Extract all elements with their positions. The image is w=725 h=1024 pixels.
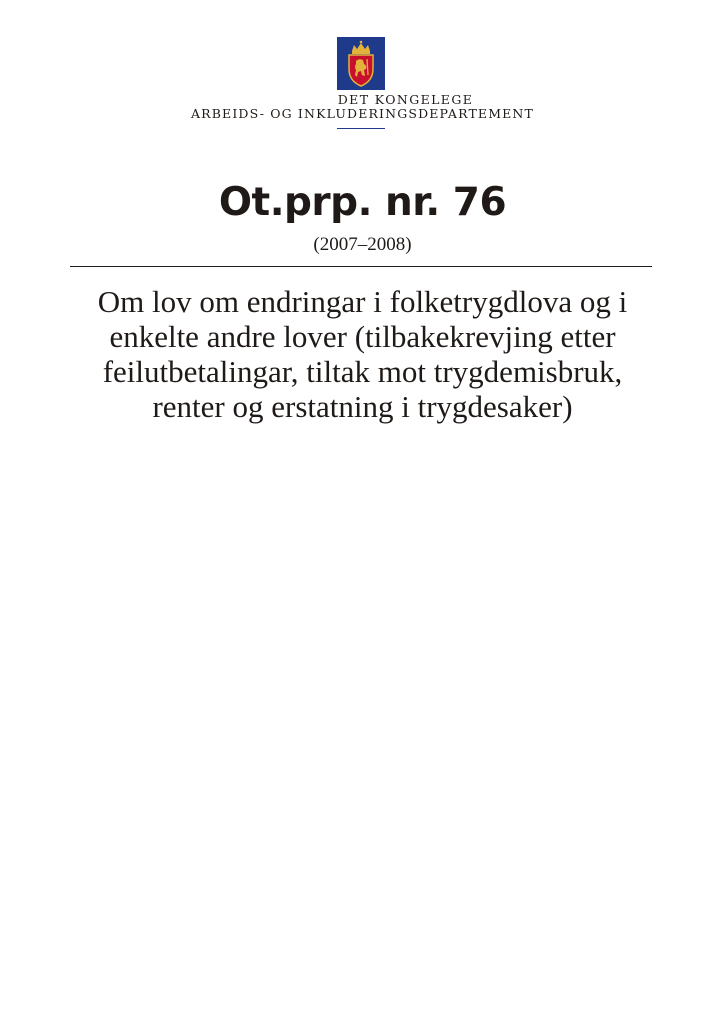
emblem-rule xyxy=(337,89,385,90)
session-years: (2007–2008) xyxy=(313,234,412,255)
title-line: renter og erstatning i trygdesaker) xyxy=(152,389,573,424)
document-number: Ot.prp. nr. 76 xyxy=(218,180,507,225)
title-line: feilutbetalingar, tiltak mot trygdemisbruk, xyxy=(102,354,623,389)
department-rule xyxy=(337,128,385,129)
department-name-line1: DET KONGELEGE xyxy=(337,92,474,107)
norwegian-coat-of-arms-icon xyxy=(337,37,385,89)
title-line: enkelte andre lover (tilbakekrevjing etter xyxy=(109,319,616,354)
title-line: Om lov om endringar i folketrygdlova og i xyxy=(97,284,628,319)
title-divider xyxy=(70,266,652,267)
document-title xyxy=(40,284,685,424)
department-name-line2: ARBEIDS- OG INKLUDERINGSDEPARTEMENT xyxy=(190,106,535,121)
